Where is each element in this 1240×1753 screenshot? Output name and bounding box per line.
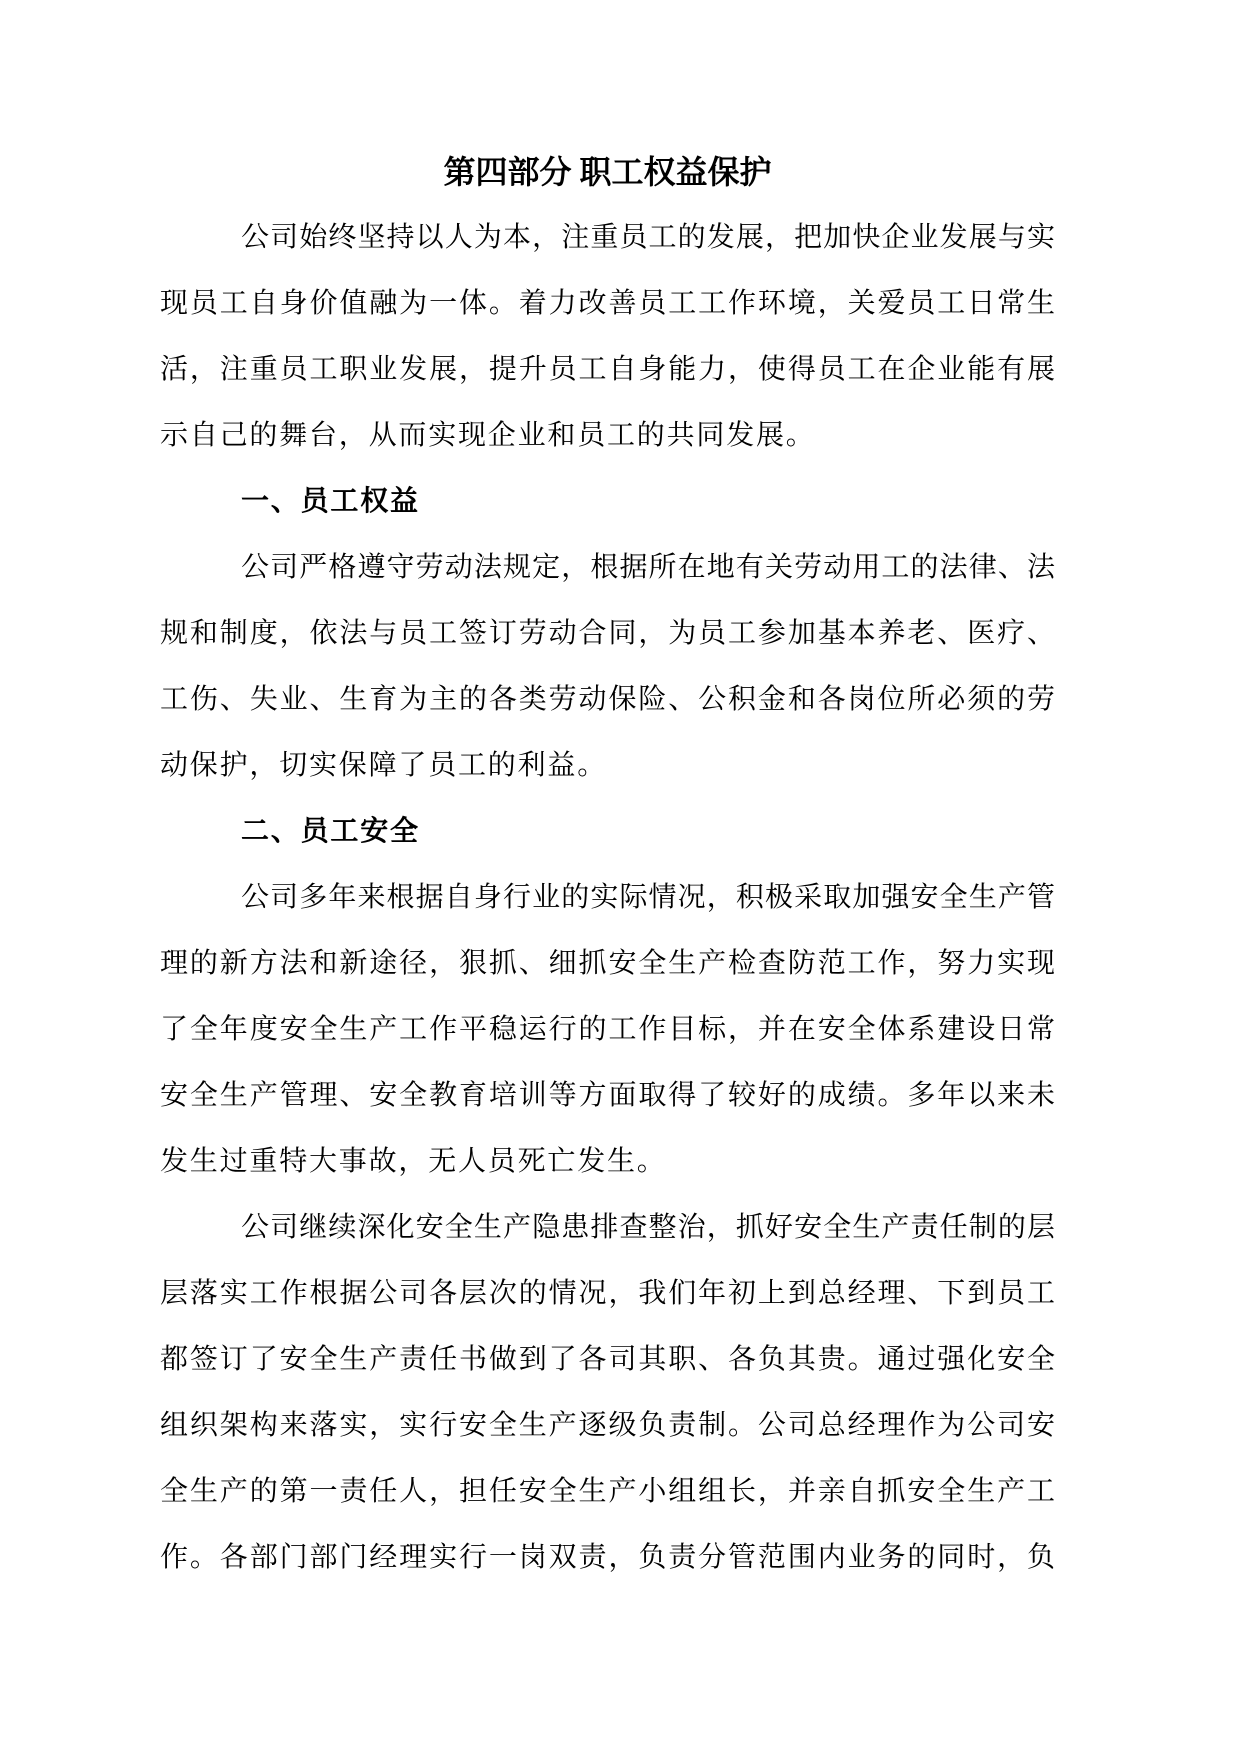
paragraph [160,1195,1055,1591]
paragraph [160,205,1055,469]
body-line: 动保护，切实保障了员工的利益。 [160,750,608,781]
body-line: 全生产的第一责任人，担任安全生产小组组长，并亲自抓安全生产工 [160,1476,1055,1507]
body-line: 安全生产管理、安全教育培训等方面取得了较好的成绩。多年以来未 [160,1080,1055,1111]
body-line: 组织架构来落实，实行安全生产逐级负责制。公司总经理作为公司安 [160,1410,1055,1441]
body-line: 公司多年来根据自身行业的实际情况，积极采取加强安全生产管 [241,882,1055,913]
body-line: 示自己的舞台，从而实现企业和员工的共同发展。 [160,420,816,451]
body-line: 发生过重特大事故，无人员死亡发生。 [160,1146,667,1177]
body-line: 层落实工作根据公司各层次的情况，我们年初上到总经理、下到员工 [160,1278,1055,1309]
paragraph [160,865,1055,1195]
body-line: 公司始终坚持以人为本，注重员工的发展，把加快企业发展与实 [241,222,1055,253]
body-line: 活，注重员工职业发展，提升员工自身能力，使得员工在企业能有展 [160,354,1055,385]
section-heading: 二、员工安全 [241,816,420,847]
body-line: 现员工自身价值融为一体。着力改善员工工作环境，关爱员工日常生 [160,288,1055,319]
section-heading: 一、员工权益 [241,486,420,517]
body-line: 作。各部门部门经理实行一岗双责，负责分管范围内业务的同时，负 [160,1542,1055,1573]
doc-title: 第四部分 职工权益保护 [443,154,772,190]
body-line: 都签订了安全生产责任书做到了各司其职、各负其贵。通过强化安全 [160,1344,1055,1375]
body-line: 了全年度安全生产工作平稳运行的工作目标，并在安全体系建设日常 [160,1014,1055,1045]
body-line: 公司继续深化安全生产隐患排查整治，抓好安全生产责任制的层 [241,1212,1055,1243]
body-line: 规和制度，依法与员工签订劳动合同，为员工参加基本养老、医疗、 [160,618,1055,649]
body-line: 公司严格遵守劳动法规定，根据所在地有关劳动用工的法律、法 [241,552,1055,583]
paragraph [160,535,1055,799]
body-line: 工伤、失业、生育为主的各类劳动保险、公积金和各岗位所必须的劳 [160,684,1055,715]
body-line: 理的新方法和新途径，狠抓、细抓安全生产检查防范工作，努力实现 [160,948,1055,979]
